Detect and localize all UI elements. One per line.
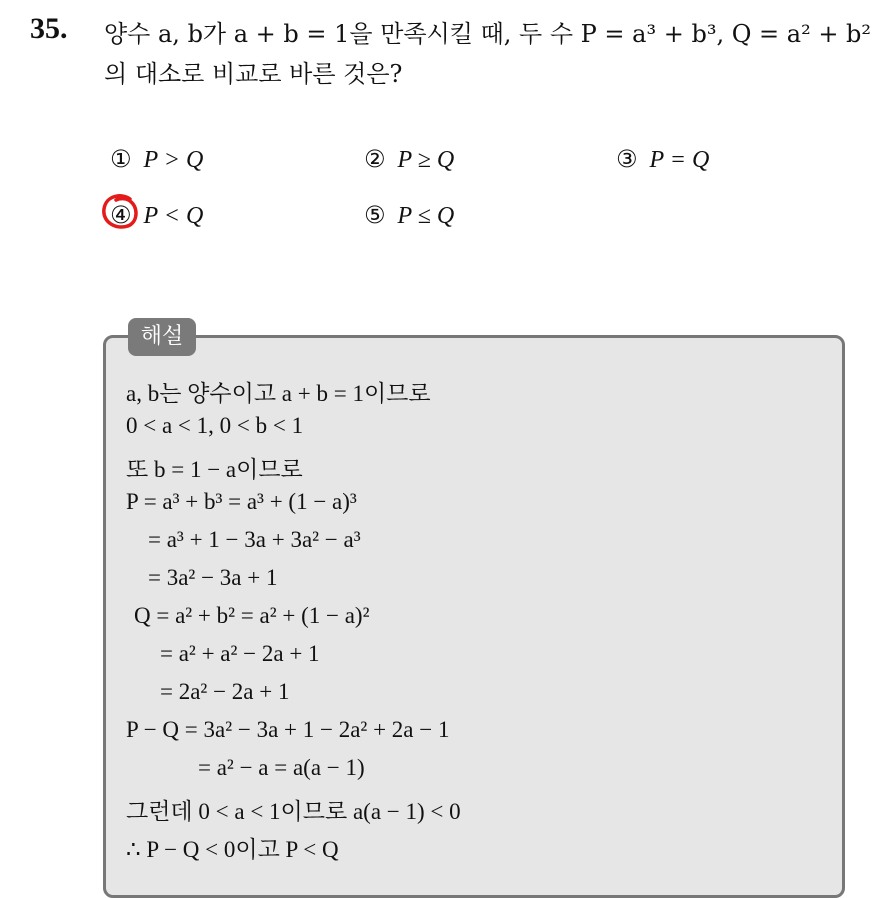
choice-2-number: ② — [364, 145, 386, 173]
question-number: 35. — [30, 12, 68, 45]
choice-1[interactable] — [110, 145, 203, 174]
question-text-line-2: 의 대소로 비교로 바른 것은? — [104, 60, 403, 88]
choice-4-number: ④ — [110, 201, 132, 229]
choice-3[interactable] — [616, 145, 709, 174]
solution-line: a, b는 양수이고 a + b = 1이므로 — [126, 381, 431, 406]
choice-1-number: ① — [110, 145, 132, 173]
solution-tab: 해설 — [128, 318, 196, 356]
choice-5-expression: P ≤ Q — [397, 203, 455, 229]
solution-line: P = a³ + b³ = a³ + (1 − a)³ — [126, 489, 357, 514]
solution-line: ∴ P − Q < 0이고 P < Q — [126, 837, 339, 862]
choice-5-number: ⑤ — [364, 201, 386, 229]
solution-line: = 2a² − 2a + 1 — [160, 679, 290, 704]
solution-line: P − Q = 3a² − 3a + 1 − 2a² + 2a − 1 — [126, 717, 450, 742]
choice-4-expression: P < Q — [143, 203, 204, 229]
solution-line: 0 < a < 1, 0 < b < 1 — [126, 413, 304, 438]
solution-line: 그런데 0 < a < 1이므로 a(a − 1) < 0 — [126, 799, 461, 824]
solution-line: = a² + a² − 2a + 1 — [160, 641, 320, 666]
solution-line: = a³ + 1 − 3a + 3a² − a³ — [148, 527, 361, 552]
question-text-line-1: 양수 a, b가 a + b = 1을 만족시킬 때, 두 수 P = a³ + b³, Q = a² + b² — [104, 20, 872, 48]
choice-3-number: ③ — [616, 145, 638, 173]
choice-1-expression: P > Q — [143, 147, 204, 173]
answer-circle-mark — [100, 193, 140, 231]
choice-5[interactable] — [364, 201, 454, 230]
solution-line: Q = a² + b² = a² + (1 − a)² — [134, 603, 370, 628]
choice-3-expression: P = Q — [649, 147, 710, 173]
solution-line: 또 b = 1 − a이므로 — [126, 457, 303, 482]
choice-2-expression: P ≥ Q — [397, 147, 455, 173]
solution-line: = a² − a = a(a − 1) — [198, 755, 365, 780]
choice-2[interactable] — [364, 145, 454, 174]
solution-line: = 3a² − 3a + 1 — [148, 565, 278, 590]
